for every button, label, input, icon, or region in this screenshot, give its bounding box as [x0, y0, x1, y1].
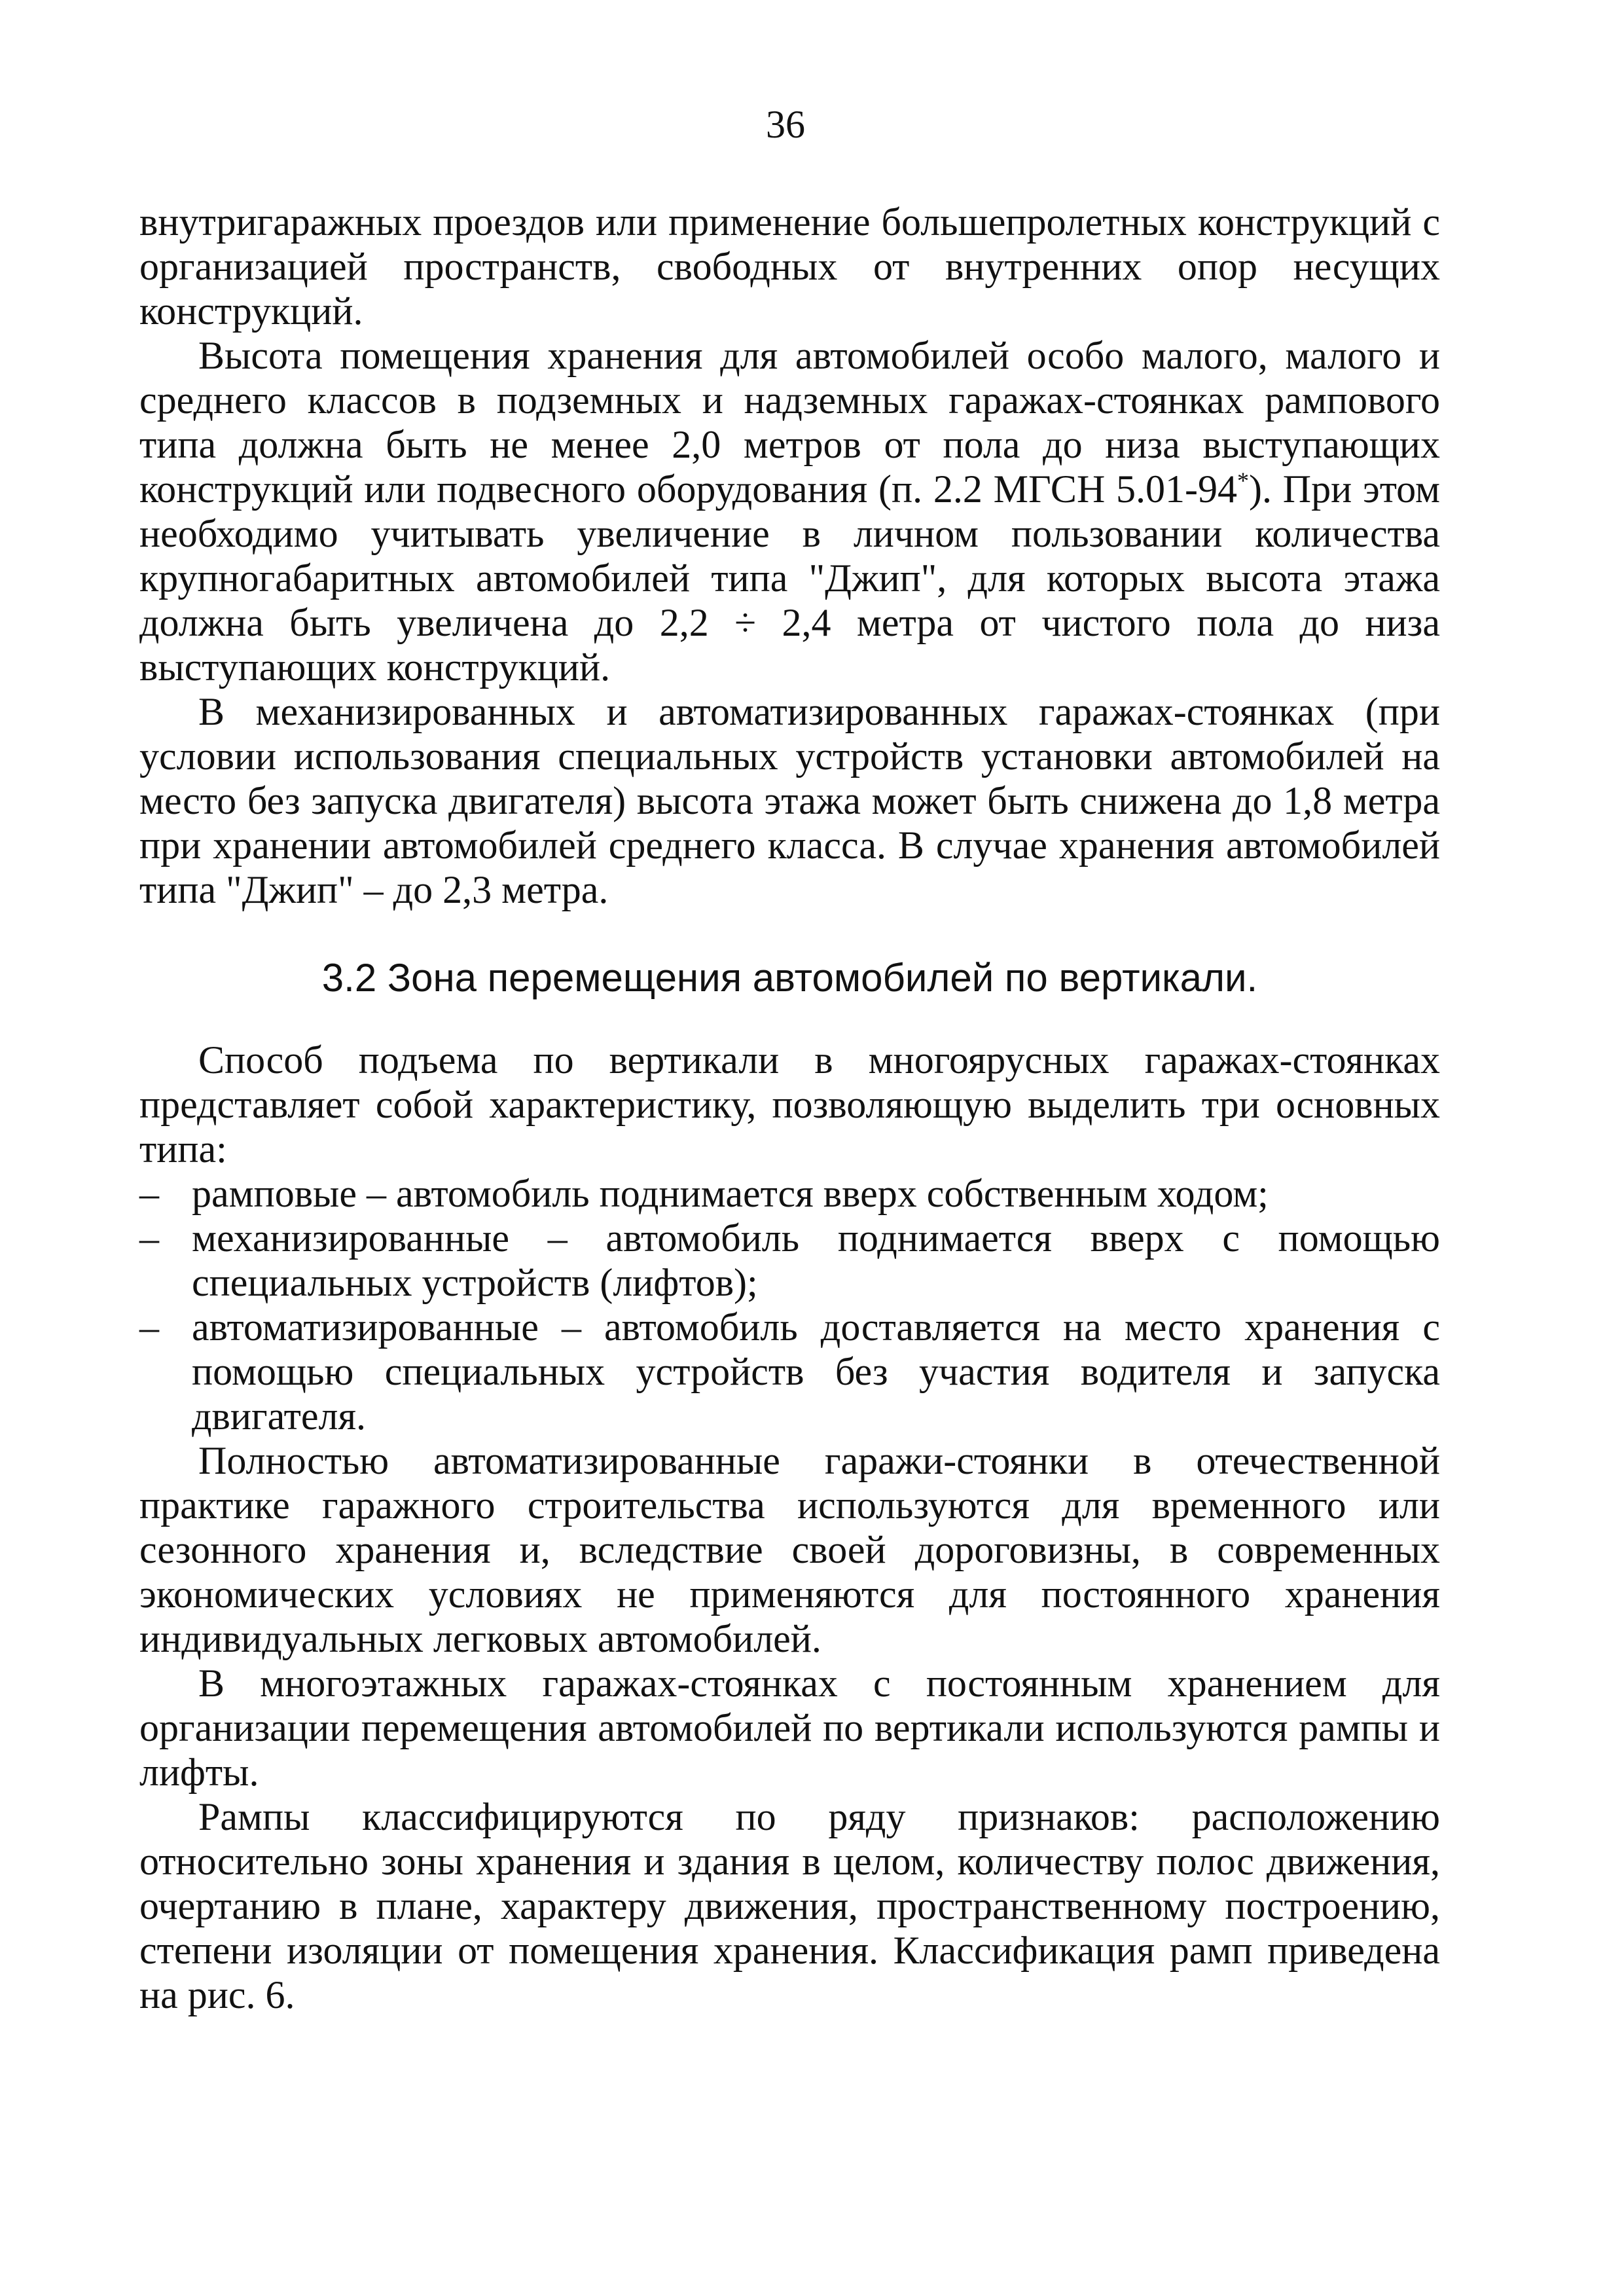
list-item-text: автоматизированные – автомобиль доставляется на место хранения с помощью специальных устройств без участия водителя и запуска двигателя. — [192, 1305, 1440, 1438]
paragraph-ramp-classification: Рампы классифицируются по ряду признаков: расположению относительно зоны хранения и здания в целом, количеству полос движения, очертанию в плане, характеру движения, пространственному построению, степени изоляции от помещения хранения. Классификация рамп приведена на рис. 6. — [139, 1795, 1440, 2016]
list-dash: – — [139, 1305, 159, 1349]
paragraph-text: Высота помещения хранения для автомобилей особо малого, малого и среднего классов в подземных и надземных гаражах-стоянках рампового типа должна быть не менее 2,0 метров от пола до низа выступающих конструкций или подвесного оборудования (п. 2.2 МГСН 5.01-94 — [139, 334, 1440, 511]
paragraph-text: ). При этом необходимо учитывать увеличение в личном пользовании количества крупногабаритных автомобилей типа "Джип", для которых высота этажа должна быть увеличена до 2,2 ÷ 2,4 метра от чистого пола до низа выступающих конструкций. — [139, 467, 1440, 689]
list-item — [139, 1305, 1440, 1438]
lift-types-list — [139, 1171, 1440, 1438]
paragraph-ramps-and-lifts: В многоэтажных гаражах-стоянках с постоянным хранением для организации перемещения автомобилей по вертикали используются рампы и лифты. — [139, 1662, 1440, 1794]
page-number: 36 — [766, 103, 805, 146]
list-item-text: рамповые – автомобиль поднимается вверх собственным ходом; — [192, 1172, 1269, 1215]
list-item-text: механизированные – автомобиль поднимается вверх с помощью специальных устройств (лифтов); — [192, 1216, 1440, 1304]
paragraph-continuation: внутригаражных проездов или применение большепролетных конструкций с организацией пространств, свободных от внутренних опор несущих конструкций. — [139, 200, 1440, 333]
list-item — [139, 1171, 1440, 1216]
paragraph-mechanized-garages: В механизированных и автоматизированных гаражах-стоянках (при условии использования специальных устройств установки автомобилей на место без запуска двигателя) высота этажа может быть снижена до 1,8 метра при хранении автомобилей среднего класса. В случае хранения автомобилей типа "Джип" – до 2,3 метра. — [139, 690, 1440, 911]
list-dash: – — [139, 1216, 159, 1260]
list-item — [139, 1216, 1440, 1305]
page-body — [139, 200, 1440, 2017]
footnote-mark: * — [1237, 467, 1250, 494]
paragraph-automated-garages: Полностью автоматизированные гаражи-стоянки в отечественной практике гаражного строительства используются для временного или сезонного хранения и, вследствие своей дороговизны, в современных экономических условиях не применяются для постоянного хранения индивидуальных легковых автомобилей. — [139, 1439, 1440, 1660]
section-heading: 3.2 Зона перемещения автомобилей по вертикали. — [321, 956, 1258, 1000]
paragraph-height-requirements — [139, 333, 1440, 689]
list-dash: – — [139, 1172, 159, 1215]
paragraph-lift-methods-intro: Способ подъема по вертикали в многоярусных гаражах-стоянках представляет собой характеристику, позволяющую выделить три основных типа: — [139, 1038, 1440, 1171]
